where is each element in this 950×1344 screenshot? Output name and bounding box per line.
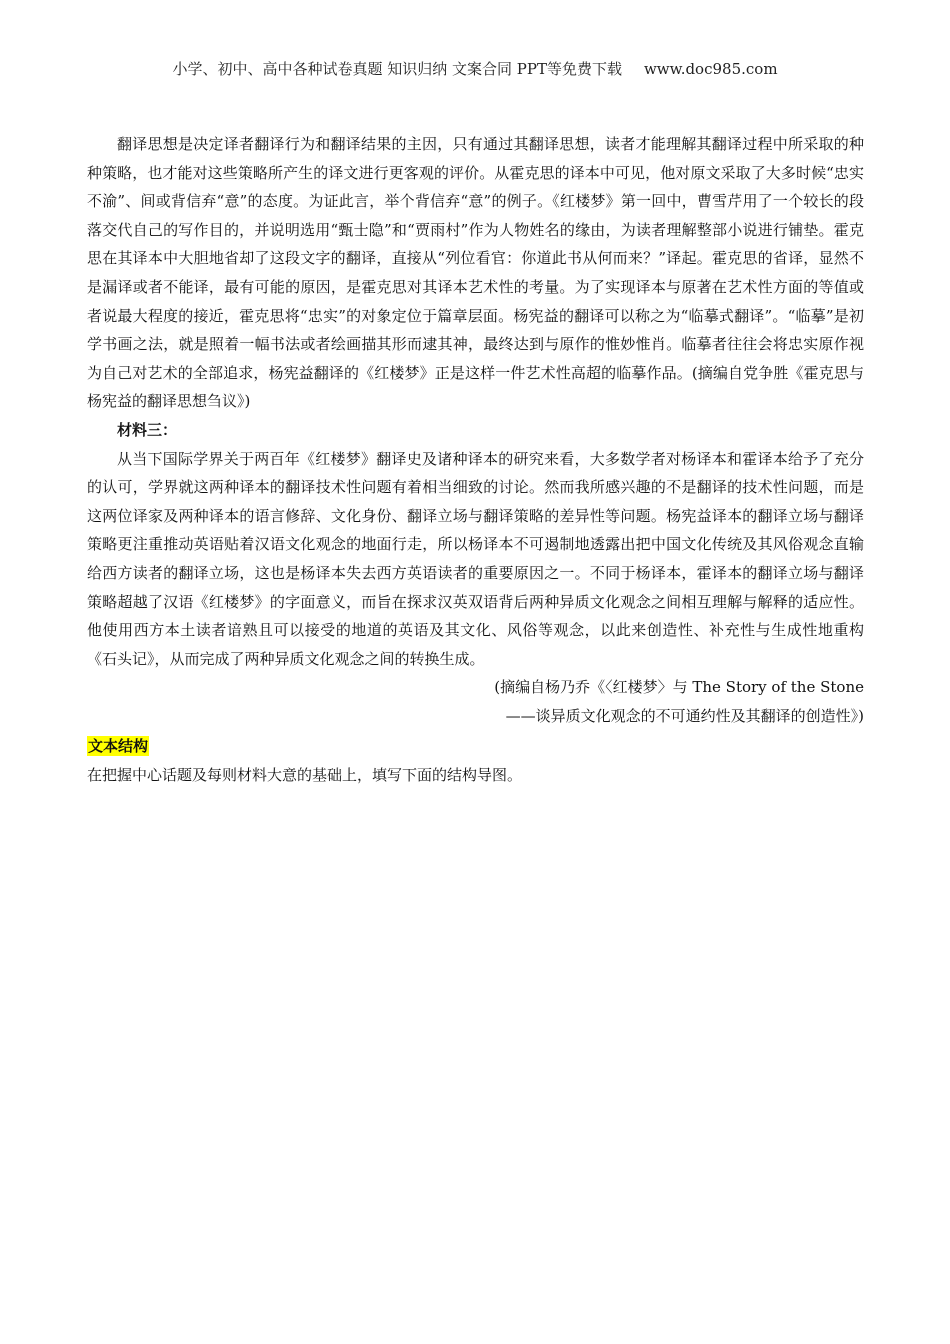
material-2-paragraph: 翻译思想是决定译者翻译行为和翻译结果的主因，只有通过其翻译思想，读者才能理解其翻译过程中所采取的种种策略，也才能对这些策略所产生的译文进行更客观的评价。从霍克思的译本中可见，他对原文采取了大多时候“忠实不渝”、间或背信弃“意”的态度。为证此言，举个背信弃“意”的例子。《红楼梦》第一回中，曹雪芹用了一个较长的段落交代自己的写作目的，并说明选用“甄士隐”和“贾雨村”作为人物姓名的缘由，为读者理解整部小说进行铺垫。霍克思在其译本中大胆地省却了这段文字的翻译，直接从“列位看官：你道此书从何而来？”译起。霍克思的省译，显然不是漏译或者不能译，最有可能的原因，是霍克思对其译本艺术性的考量。为了实现译本与原著在艺术性方面的等值或者说最大程度的接近，霍克思将“忠实”的对象定位于篇章层面。杨宪益的翻译可以称之为“临摹式翻译”。“临摹”是初学书画之法，就是照着一幅书法或者绘画描其形而逮其神，最终达到与原作的惟妙惟肖。临摹者往往会将忠实原作视为自己对艺术的全部追求，杨宪益翻译的《红楼梦》正是这样一件艺术性高超的临摹作品。(摘编自党争胜《霍克思与杨宪益的翻译思想刍议》) bbox=[87, 135, 864, 411]
material-3-paragraph: 从当下国际学界关于两百年《红楼梦》翻译史及诸种译本的研究来看，大多数学者对杨译本和霍译本给予了充分的认可，学界就这两种译本的翻译技术性问题有着相当细致的讨论。然而我所感兴趣的不是翻译的技术性问题，而是这两位译家及两种译本的语言修辞、文化身份、翻译立场与翻译策略的差异性等问题。杨宪益译本的翻译立场与翻译策略更注重推动英语贴着汉语文化观念的地面行走，所以杨译本不可遏制地透露出把中国文化传统及其风俗观念直输给西方读者的翻译立场，这也是杨译本失去西方英语读者的重要原因之一。不同于杨译本，霍译本的翻译立场与翻译策略超越了汉语《红楼梦》的字面意义，而旨在探求汉英双语背后两种异质文化观念之间相互理解与解释的适应性。他使用西方本土读者谙熟且可以接受的地道的英语及其文化、风俗等观念，以此来创造性、补充性与生成性地重构《石头记》，从而完成了两种异质文化观念之间的转换生成。 bbox=[87, 449, 864, 668]
section-instruction: 在把握中心话题及每则材料大意的基础上，填写下面的结构导图。 bbox=[87, 766, 523, 785]
header-text: 小学、初中、高中各种试卷真题 知识归纳 文案合同 PPT等免费下载 bbox=[172, 60, 622, 78]
material-3-label: 材料三： bbox=[117, 420, 178, 439]
header-site-link[interactable]: www.doc985.com bbox=[643, 60, 778, 78]
section-title-row bbox=[87, 730, 864, 761]
material-3-credit-line-2: ——谈异质文化观念的不可通约性及其翻译的创造性》) bbox=[505, 706, 864, 725]
section-title: 文本结构 bbox=[88, 737, 149, 756]
page-header bbox=[0, 58, 950, 79]
material-3-credit-line-1: (摘编自杨乃乔《〈红楼梦〉与 The Story of the Stone bbox=[494, 678, 864, 697]
article-body bbox=[87, 130, 864, 789]
